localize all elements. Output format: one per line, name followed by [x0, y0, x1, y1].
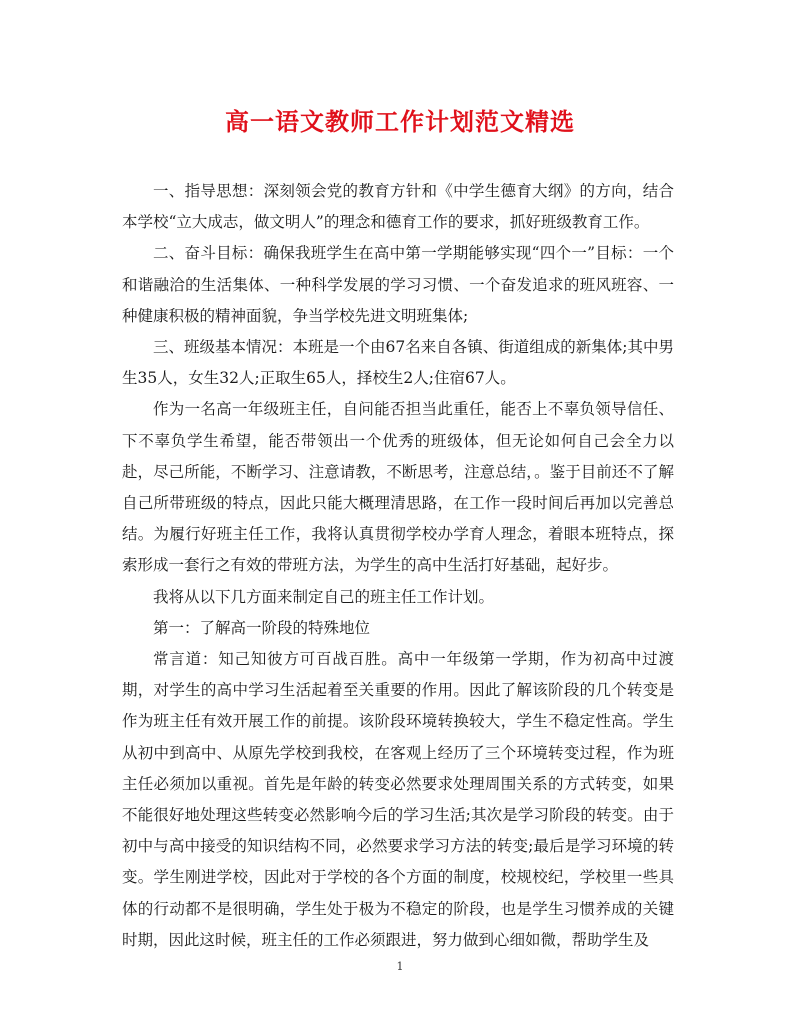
- page-number: 1: [396, 960, 404, 973]
- document-body: [122, 176, 674, 956]
- paragraph-class-situation: 三、班级基本情况：本班是一个由67名来自各镇、街道组成的新集体;其中男生35人，女生32人;正取生65人，择校生2人;住宿67人。: [122, 338, 674, 388]
- document-title: 高一语文教师工作计划范文精选: [225, 107, 575, 136]
- paragraph-section-heading-1: 第一：了解高一阶段的特殊地位: [153, 618, 371, 637]
- paragraph-goals: 二、奋斗目标：确保我班学生在高中第一学期能够实现“四个一”目标：一个和谐融洽的生活集体、一种科学发展的学习习惯、一个奋发追求的班风班容、一种健康积极的精神面貌，争当学校先进文明班集体;: [122, 244, 674, 325]
- paragraph-teacher-statement: 作为一名高一年级班主任，自问能否担当此重任，能否上不辜负领导信任、下不辜负学生希望，能否带领出一个优秀的班级体，但无论如何自己会全力以赴，尽己所能，不断学习、注意请教，不断思考，注意总结，。鉴于目前还不了解自己所带班级的特点，因此只能大概理清思路，在工作一段时间后再加以完善总结。为履行好班主任工作，我将认真贯彻学校办学育人理念，着眼本班特点，探索形成一套行之有效的带班方法，为学生的高中生活打好基础，起好步。: [122, 400, 674, 575]
- paragraph-transition-period: 常言道：知己知彼方可百战百胜。高中一年级第一学期，作为初高中过渡期，对学生的高中学习生活起着至关重要的作用。因此了解该阶段的几个转变是作为班主任有效开展工作的前提。该阶段环境转换较大，学生不稳定性高。学生从初中到高中、从原先学校到我校，在客观上经历了三个环境转变过程，作为班主任必须加以重视。首先是年龄的转变必然要求处理周围关系的方式转变，如果不能很好地处理这些转变必然影响今后的学习生活;其次是学习阶段的转变。由于初中与高中接受的知识结构不同，必然要求学习方法的转变;最后是学习环境的转变。学生刚进学校，因此对于学校的各个方面的制度，校规校纪，学校里一些具体的行动都不是很明确，学生处于极为不稳定的阶段，也是学生习惯养成的关键时期，因此这时候，班主任的工作必须跟进，努力做到心细如微，帮助学生及: [122, 650, 674, 949]
- paragraph-plan-intro: 我将从以下几方面来制定自己的班主任工作计划。: [153, 587, 495, 606]
- paragraph-guiding-ideology: 一、指导思想：深刻领会党的教育方针和《中学生德育大纲》的方向，结合本学校“立大成志，做文明人”的理念和德育工作的要求，抓好班级教育工作。: [122, 182, 674, 232]
